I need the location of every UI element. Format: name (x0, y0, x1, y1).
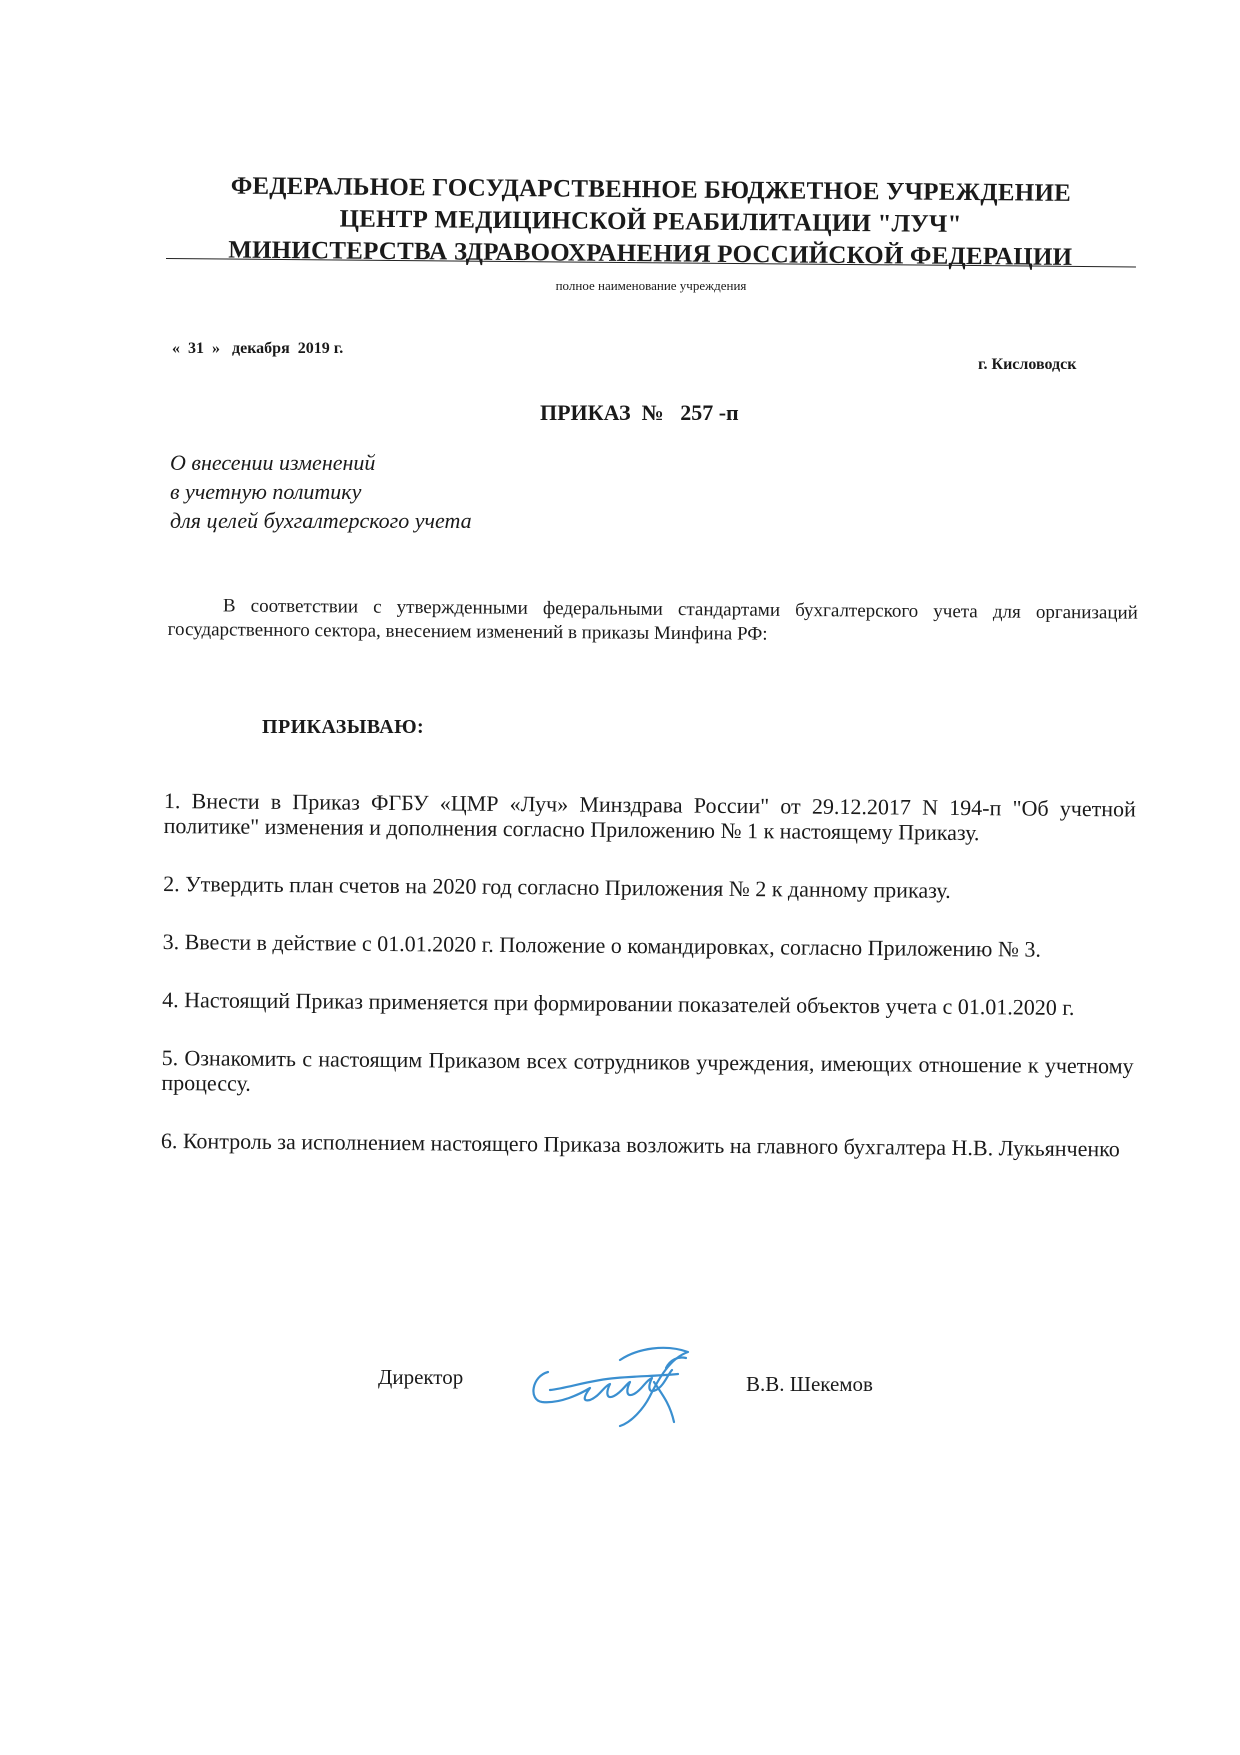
header-line-1: ФЕДЕРАЛЬНОЕ ГОСУДАРСТВЕННОЕ БЮДЖЕТНОЕ УЧРЕЖДЕНИЕ (230, 172, 1072, 207)
order-title (540, 400, 739, 426)
date-year: 2019 г. (297, 340, 344, 357)
order-number: 257 -п (680, 400, 739, 425)
signatory-name: В.В. Шекемов (746, 1372, 873, 1396)
order-item-2: 2. Утвердить план счетов на 2020 год согласно Приложения № 2 к данному приказу. (163, 870, 951, 903)
decree-heading: ПРИКАЗЫВАЮ: (262, 716, 425, 738)
date-month: декабря (232, 340, 290, 357)
order-item-6: 6. Контроль за исполнением настоящего Приказа возложить на главного бухгалтера Н.В. Лукьянченко (160, 1127, 1120, 1162)
order-number-sign: № (641, 400, 664, 425)
subject-line-3: для целей бухгалтерского учета (170, 508, 472, 533)
order-date (172, 340, 343, 358)
signatory-role: Директор (378, 1365, 464, 1389)
subject-line-2: в учетную политику (170, 479, 362, 504)
header-line-3: МИНИСТЕРСТВА ЗДРАВООХРАНЕНИЯ РОССИЙСКОЙ ФЕДЕРАЦИИ (228, 236, 1073, 271)
date-close-quote: » (212, 340, 220, 357)
order-subject (170, 448, 472, 535)
order-item-3: 3. Ввести в действие с 01.01.2020 г. Положение о командировках, согласно Приложению № 3. (162, 928, 1042, 962)
preamble-paragraph: В соответствии с утвержденными федеральными стандартами бухгалтерского учета для организаций государственного сектора, внесением изменений в приказы Минфина РФ: (167, 595, 1138, 645)
subject-line-1: О внесении изменений (170, 450, 376, 475)
order-item-4: 4. Настоящий Приказ применяется при формировании показателей объектов учета с 01.01.2020 г. (162, 986, 1075, 1020)
order-item-1: 1. Внести в Приказ ФГБУ «ЦМР «Луч» Минздрава России" от 29.12.2017 N 194-п "Об учетной политике" изменения и дополнения согласно Приложению № 1 к настоящему Приказу. (163, 788, 1136, 846)
order-item-5: 5. Ознакомить с настоящим Приказом всех сотрудников учреждения, имеющих отношение к учетному процессу. (161, 1044, 1134, 1096)
order-city: г. Кисловодск (978, 356, 1077, 373)
header-caption: полное наименование учреждения (555, 278, 747, 293)
date-open-quote: « (172, 340, 180, 357)
header-line-2: ЦЕНТР МЕДИЦИНСКОЙ РЕАБИЛИТАЦИИ "ЛУЧ" (339, 205, 962, 238)
handwritten-signature (520, 1330, 700, 1430)
order-items-list (161, 788, 1136, 1194)
order-label: ПРИКАЗ (540, 400, 631, 425)
date-day: 31 (188, 340, 204, 357)
